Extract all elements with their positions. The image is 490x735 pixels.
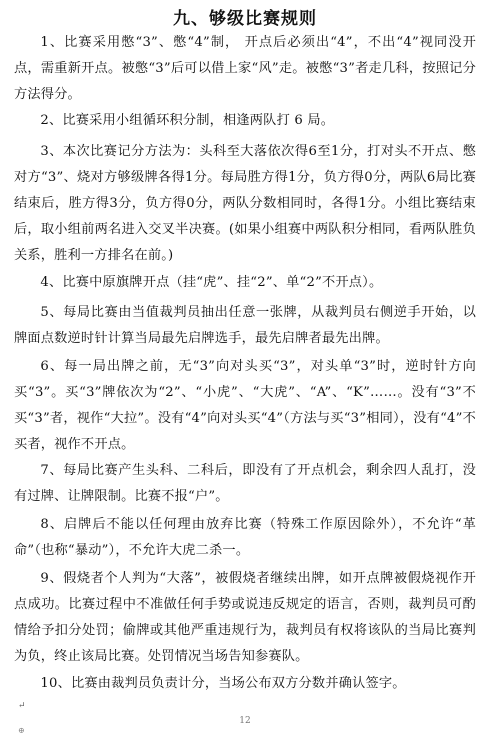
rule-paragraph-5: 5、每局比赛由当值裁判员抽出任意一张牌，从裁判员右侧逆手开始，以牌面点数逆时针计算当局最先启牌选手，最先启牌者最先出牌。 [14,305,476,346]
rule-paragraph-2: 2、比赛采用小组循环积分制，相逢两队打 6 局。 [40,113,335,128]
rule-paragraph-8: 8、启牌后不能以任何理由放弃比赛（特殊工作原因除外），不允许“革命”（也称“暴动”），不允许大虎二杀一。 [14,517,476,558]
page-number: 12 [239,716,251,726]
rule-paragraph-7: 7、每局比赛产生头科、二科后，即没有了开点机会，剩余四人乱打，没有过牌、让牌限制。比赛不报“户”。 [14,463,476,504]
rule-paragraph-4: 4、比赛中原旗牌开点（挂“虎”、挂“2”、单“2”不开点）。 [40,275,383,290]
rule-paragraph-1: 1、比赛采用憋“3”、憋“4”制， 开点后必须出“4”，不出“4”视同没开点，需重新开点。被憋“3”后可以借上家“风”走。被憋“3”者走几科，按照记分方法得分。 [14,35,476,102]
anchor-mark: ⊕ [18,726,25,735]
rule-paragraph-9: 9、假烧者个人判为“大落”，被假烧者继续出牌，如开点牌被假烧视作开点成功。比赛过程中不准做任何手势或说违反规定的语言，否则，裁判员可酌情给予扣分处罚；偷牌或其他严重违规行为，裁判员有权将该队的当局比赛判为负，终止该局比赛。处罚情况当场告知参赛队。 [14,571,476,664]
rule-paragraph-3: 3、本次比赛记分方法为：头科至大落依次得6至1分，打对头不开点、憋对方“3”、烧对方够级牌各得1分。每局胜方得1分，负方得0分，两队6局比赛结束后，胜方得3分，负方得0分，两队分数相同时，各得1分。小组比赛结束后，取小组前两名进入交叉半决赛。(如果小组赛中两队积分相同，看两队胜负关系，胜利一方排名在前。) [14,144,476,263]
section-title: 九、够级比赛规则 [173,9,317,29]
return-mark: ↵ [18,701,26,711]
rule-paragraph-6: 6、每一局出牌之前，无“3”向对头买“3”，对头单“3”时，逆时针方向买“3”。买“3”牌依次为“2”、“小虎”、“大虎”、“A”、“K”……。没有“3”不买“3”者，视作“大拉”。没有“4”向对头买“4”（方法与买“3”相同），没有“4”不买者，视作不开点。 [14,359,476,452]
rule-paragraph-10: 10、比赛由裁判员负责计分，当场公布双方分数并确认签字。 [40,676,406,691]
